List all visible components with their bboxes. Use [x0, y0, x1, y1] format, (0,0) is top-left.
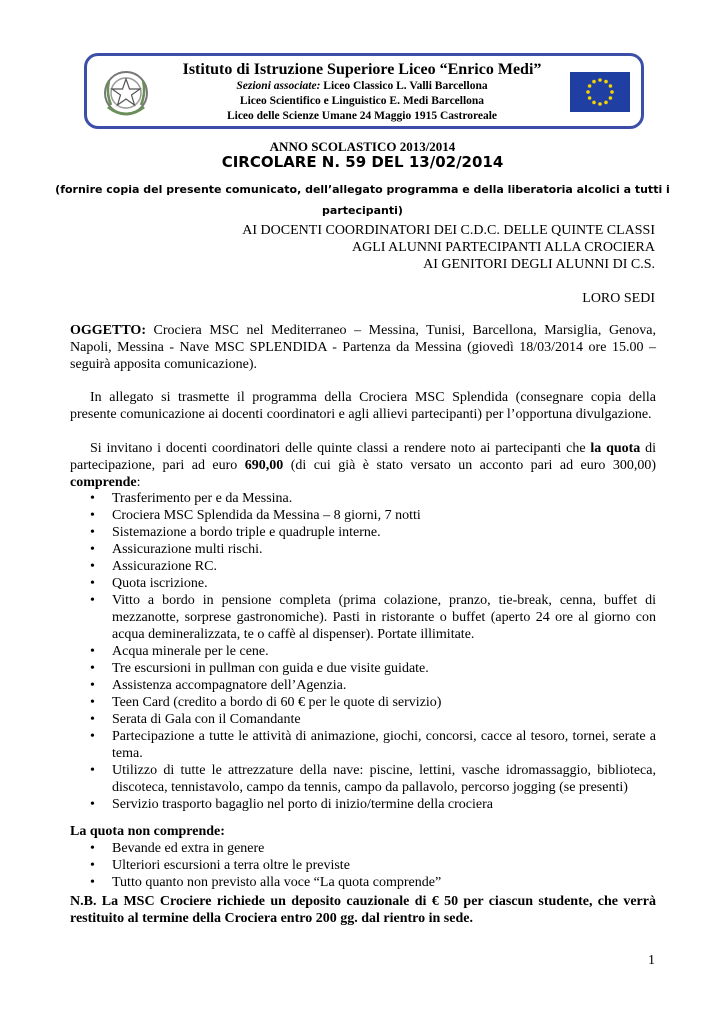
list-item: • Assicurazione multi rischi.	[70, 541, 656, 558]
list-item: • Assistenza accompagnatore dell’Agenzia.	[70, 677, 656, 694]
excludes-heading: La quota non comprende:	[70, 824, 225, 839]
sezioni-label: Sezioni associate:	[236, 80, 321, 92]
excludes-list	[70, 840, 656, 891]
subject-text: Crociera MSC nel Mediterraneo – Messina, Tunisi, Barcellona, Marsiglia, Genova, Napoli, Messina - Nave MSC SPLENDIDA - Partenza da Messina (giovedì 18/03/2014 ore 15.00 – seguirà apposita comunicazione).	[70, 323, 656, 372]
list-item: • Quota iscrizione.	[70, 575, 656, 592]
list-item: • Sistemazione a bordo triple e quadruple interne.	[70, 524, 656, 541]
header-line-2: Liceo Scientifico e Linguistico E. Medi Barcellona	[239, 95, 485, 107]
subject-label: OGGETTO:	[70, 323, 146, 338]
quota-text-3: (di cui già è stato versato un acconto pari ad euro 300,00)	[283, 458, 656, 473]
deposit-note: N.B. La MSC Crociere richiede un deposito cauzionale di € 50 per ciascun studente, che verrà restituito al termine della Crociera entro 200 gg. dal rientro in sede.	[70, 894, 656, 926]
list-item: • Utilizzo di tutte le attrezzature della nave: piscine, lettini, vasche idromassaggio, biblioteca, discoteca, tennistavolo, campo da tennis, campo da pallavolo, percorso jogging (se presenti)	[70, 762, 656, 796]
quota-amount: 690,00	[244, 458, 284, 473]
recipient-line: AGLI ALUNNI PARTECIPANTI ALLA CROCIERA	[351, 240, 655, 255]
list-item: • Tre escursioni in pullman con guida e due visite guidate.	[70, 660, 656, 677]
list-item: • Assicurazione RC.	[70, 558, 656, 575]
quota-bold-3: comprende	[70, 475, 137, 490]
list-item: • Crociera MSC Splendida da Messina – 8 giorni, 7 notti	[70, 507, 656, 524]
header-sezioni	[157, 79, 567, 94]
eu-flag-icon	[570, 72, 630, 112]
school-header	[84, 53, 644, 129]
quota-text-2: di partecipazione, pari ad euro	[70, 441, 657, 473]
quota-text-1: Si invitano i docenti coordinatori delle quinte classi a rendere noto ai partecipanti che	[90, 441, 591, 456]
list-item: • Teen Card (credito a bordo di 60 € per le quote di servizio)	[70, 694, 656, 711]
list-item: • Trasferimento per e da Messina.	[70, 490, 656, 507]
list-item: • Tutto quanto non previsto alla voce “La quota comprende”	[70, 874, 656, 891]
includes-list	[70, 490, 656, 813]
list-item: • Acqua minerale per le cene.	[70, 643, 656, 660]
loro-sedi: LORO SEDI	[582, 291, 655, 306]
sezioni-value: Liceo Classico L. Valli Barcellona	[320, 80, 488, 92]
italian-republic-emblem-icon	[102, 65, 150, 121]
list-item: • Ulteriori escursioni a terra oltre le previste	[70, 857, 656, 874]
header-text	[157, 60, 567, 124]
school-year: ANNO SCOLASTICO 2013/2014	[269, 139, 456, 154]
paragraph-quota	[70, 440, 656, 491]
list-item: • Vitto a bordo in pensione completa (prima colazione, pranzo, tie-break, cenna, buffet di mezzanotte, sorprese gastronomiche). Pasti in ristorante o buffet (aperto 24 ore al giorno con acqua demineralizzata, te o caffè al dispenser). Portate illimitate.	[70, 592, 656, 643]
quota-bold-1: la quota	[590, 441, 641, 456]
list-item: • Partecipazione a tutte le attività di animazione, giochi, concorsi, cacce al tesoro, tornei, serate a tema.	[70, 728, 656, 762]
quota-text-4: :	[136, 475, 141, 490]
school-title: Istituto di Istruzione Superiore Liceo “Enrico Medi”	[182, 61, 542, 78]
list-item: • Servizio trasporto bagaglio nel porto di inizio/termine della crociera	[70, 796, 656, 813]
circular-note: (fornire copia del presente comunicato, dell’allegato programma e della liberatoria alcolici a tutti i partecipanti)	[55, 183, 670, 217]
page-number: 1	[648, 953, 655, 968]
paragraph-attachment: In allegato si trasmette il programma della Crociera MSC Splendida (consegnare copia della presente comunicazione ai docenti coordinatori e agli allievi partecipanti) per l’opportuna divulgazione.	[70, 390, 656, 422]
circular-title: CIRCOLARE N. 59 DEL 13/02/2014	[221, 153, 504, 171]
list-item: • Serata di Gala con il Comandante	[70, 711, 656, 728]
recipient-line: AI DOCENTI COORDINATORI DEI C.D.C. DELLE QUINTE CLASSI	[242, 223, 655, 238]
list-item: • Bevande ed extra in genere	[70, 840, 656, 857]
subject-paragraph	[70, 322, 656, 373]
header-line-3: Liceo delle Scienze Umane 24 Maggio 1915 Castroreale	[226, 110, 498, 122]
recipient-line: AI GENITORI DEGLI ALUNNI DI C.S.	[423, 257, 655, 272]
